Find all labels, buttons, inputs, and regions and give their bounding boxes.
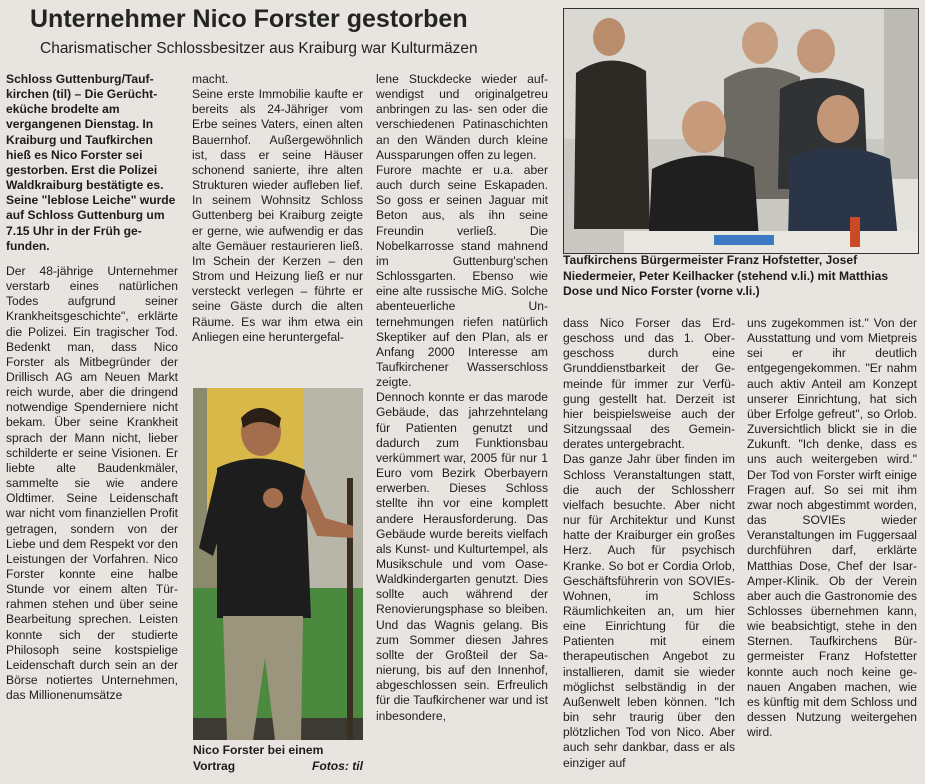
- lead-paragraph: Schloss Guttenburg/Taufkirchen (til) – Die Gerüchteküche brodelte am vergangenen Dienstag. In Kraiburg und Taufkirchen hieß es Nico Forster sei gestorben. Erst die Polizei Waldkraiburg bestätigte es. Seine "leblose Leiche" wurde auf Schloss Guttenburg um 7.15 Uhr in der Früh gefunden.: [6, 72, 176, 253]
- portrait-photo: [193, 388, 363, 740]
- column-4: dass Nico Forser das Erdgeschoss und das 1. Obergeschoss durch eine Grunddienstbarkeit der Gemeinde für immer zur Verfügung gestellt hat. Derzeit ist hier beispielsweise auch der Sitzungssaal des Gemeinderates untergebracht. Das ganze Jahr über finden im Schloss Veranstaltungen statt, die auch der Schlossherr vielfach besuchte. Aber nicht nur für Architektur und Kunst hatte der Kraiburger ein großes Herz. Auch für psychisch Kranke. So bot er Cordia Orlob, Geschäftsführerin von SOVIEs-Wohnen, im Schloss Räumlichkeiten an, um hier eine Einrichtung für die Patienten mit einem therapeutischen Angebot zu installieren, damit sie wieder möglichst selbständig in der Außenwelt leben können. "Ich bin sehr traurig über den plötzlichen Tod von Nico. Aber auch sehr dankbar, dass er als einziger auf: [563, 316, 735, 770]
- group-photo-image: [564, 9, 918, 253]
- headline: Unternehmer Nico Forster gestorben: [30, 5, 468, 33]
- column-3-paragraph-2: Furore machte er u.a. aber auch durch seine Eskapaden. So goss er seinen Jaguar mit Beton aus, als ihn seine Freundin verließ. Die Nobelkarrosse stand mahnend im Guttenburg'schen Schlossgarten. Ebenso wie eine alte russische MiG. Solche abenteuerliche Unternehmungen riefen natürlich Skeptiker auf den Plan, als er Anfang 2000 Interesse am Taufkirchener Wasserschloss zeigte.: [376, 162, 548, 390]
- portrait-caption-text: Nico Forster bei einem Vortrag: [193, 743, 324, 773]
- subheadline: Charismatischer Schlossbesitzer aus Kraiburg war Kulturmäzen: [40, 40, 478, 57]
- photo-credit: Fotos: til: [311, 758, 363, 773]
- column-3-paragraph-3: Dennoch konnte er das marode Gebäude, das jahrzehntelang für Patienten genutzt und dadurch zum Funktionsbau verkümmert war, 2005 für nur 1 Euro vom Bezirk Oberbayern erwerben. Dieses Schloss stellte ihn vor eine komplett andere Herausforderung. Das Gebäude wurde bereits vielfach als Kunst- und Kulturtempel, als Musikschule und vom Oase-Waldkindergarten genutzt. Dies sollte auch während der Renovierungsphase so bleiben. Und das Wagnis gelang. Bis zum Sommer diesen Jahres sollte der Großteil der Sanierung, bis auf den Innenhof, abgeschlossen sein. Erfreulich für die Taufkirchener war und ist inbesondere,: [376, 390, 548, 723]
- column-1-body: Der 48-jährige Unternehmer verstarb eines natürlichen Todes aufgrund seiner Krankheitsgeschichte", erklärte die Polizei. Ein tragischer Tod. Bedenkt man, dass Nico Forster als Mitbegründer der Drillisch AG am Neuen Markt reich wurde, aber die dringend notwendige Spenderniere nicht bekam. Über seine Krankheit sprach der Mann nicht, lieber schilderte er seine Visionen. Er liebte alte Baudenkmäler, sammelte sie wie andere Oldtimer. Seine Leidenschaft war nicht vom finanziellen Profit getragen, sondern von der Liebe und dem Respekt vor den Leistungen der Vorfahren. Nico Forster konnte eine halbe Stunde vor einem alten Türrahmen stehen und über seine Bearbeitung sprechen. Leisten konnte sich der studierte Philosoph seine kostspielige Leidenschaft durch sein an der Börse notiertes Unternehmen, das Millionenumsätze: [6, 263, 178, 703]
- group-photo: [563, 8, 919, 254]
- column-5: uns zugekommen ist." Von der Ausstattung und vom Mietpreis sei er ihr deutlich entgegengekommen. "Er nahm auch aktiv Anteil am Konzept unserer Einrichtung, hat sich über Erfolge gefreut", so Orlob. Zuversichtlich blickt sie in die Zukunft. "Ich denke, dass es uns auch weitergeben wird." Der Tod von Forster wirft einige Fragen auf. So sei mit ihm zwar noch abgestimmt worden, das SOVIEs wieder Veranstaltungen im Fuggersaal durchführen darf, erklärte Matthias Dose, Chef der Isar-Amper-Klinik. Ob der Verein aber auch die Gastronomie des Schlosses übernehmen kann, wie beabsichtigt, stehe in den Sternen. Taufkirchens Bürgermeister Franz Hofstetter konnte auch noch keine genauen Angaben machen, wie es künftig mit dem Schloss und dessen Nutzung weitergehen wird.: [747, 316, 917, 740]
- column-1: [6, 72, 178, 772]
- column-3: [376, 72, 548, 776]
- column-3-paragraph-1: lene Stuckdecke wieder aufwendigst und originalgetreu anbringen zu las- sen oder die verschiedenen Patinaschichten an den Wänden durch kleine Aussparungen offen zu legen.: [376, 72, 548, 162]
- column-2-text: macht. Seine erste Immobilie kaufte er bereits als 24-Jähriger vom Erbe seines Vaters, einen alten Bauernhof. Außergewöhnlich ist, dass er seine Häuser schonend sanierte, ihre alten Strukturen wieder aufleben lief. In seinem Wohnsitz Schloss Guttenberg bei Kraiburg zeigte er gerne, wie aufwendig er das alte Gemäuer restaurieren ließ. Im Schein der Kerzen – den Strom und Heizung ließ er nur versteckt verlegen – führte er seine Gäste durch die alten Räume. Es war ihm etwa ein Anliegen eine heruntergefal-: [192, 72, 363, 344]
- group-photo-caption: Taufkirchens Bürgermeister Franz Hofstetter, Josef Niedermeier, Peter Keilhacker (stehend v.li.) mit Matthias Dose und Nico Forster (vorne v.li.): [563, 253, 889, 298]
- portrait-caption: [193, 743, 363, 774]
- portrait-photo-image: [193, 388, 363, 740]
